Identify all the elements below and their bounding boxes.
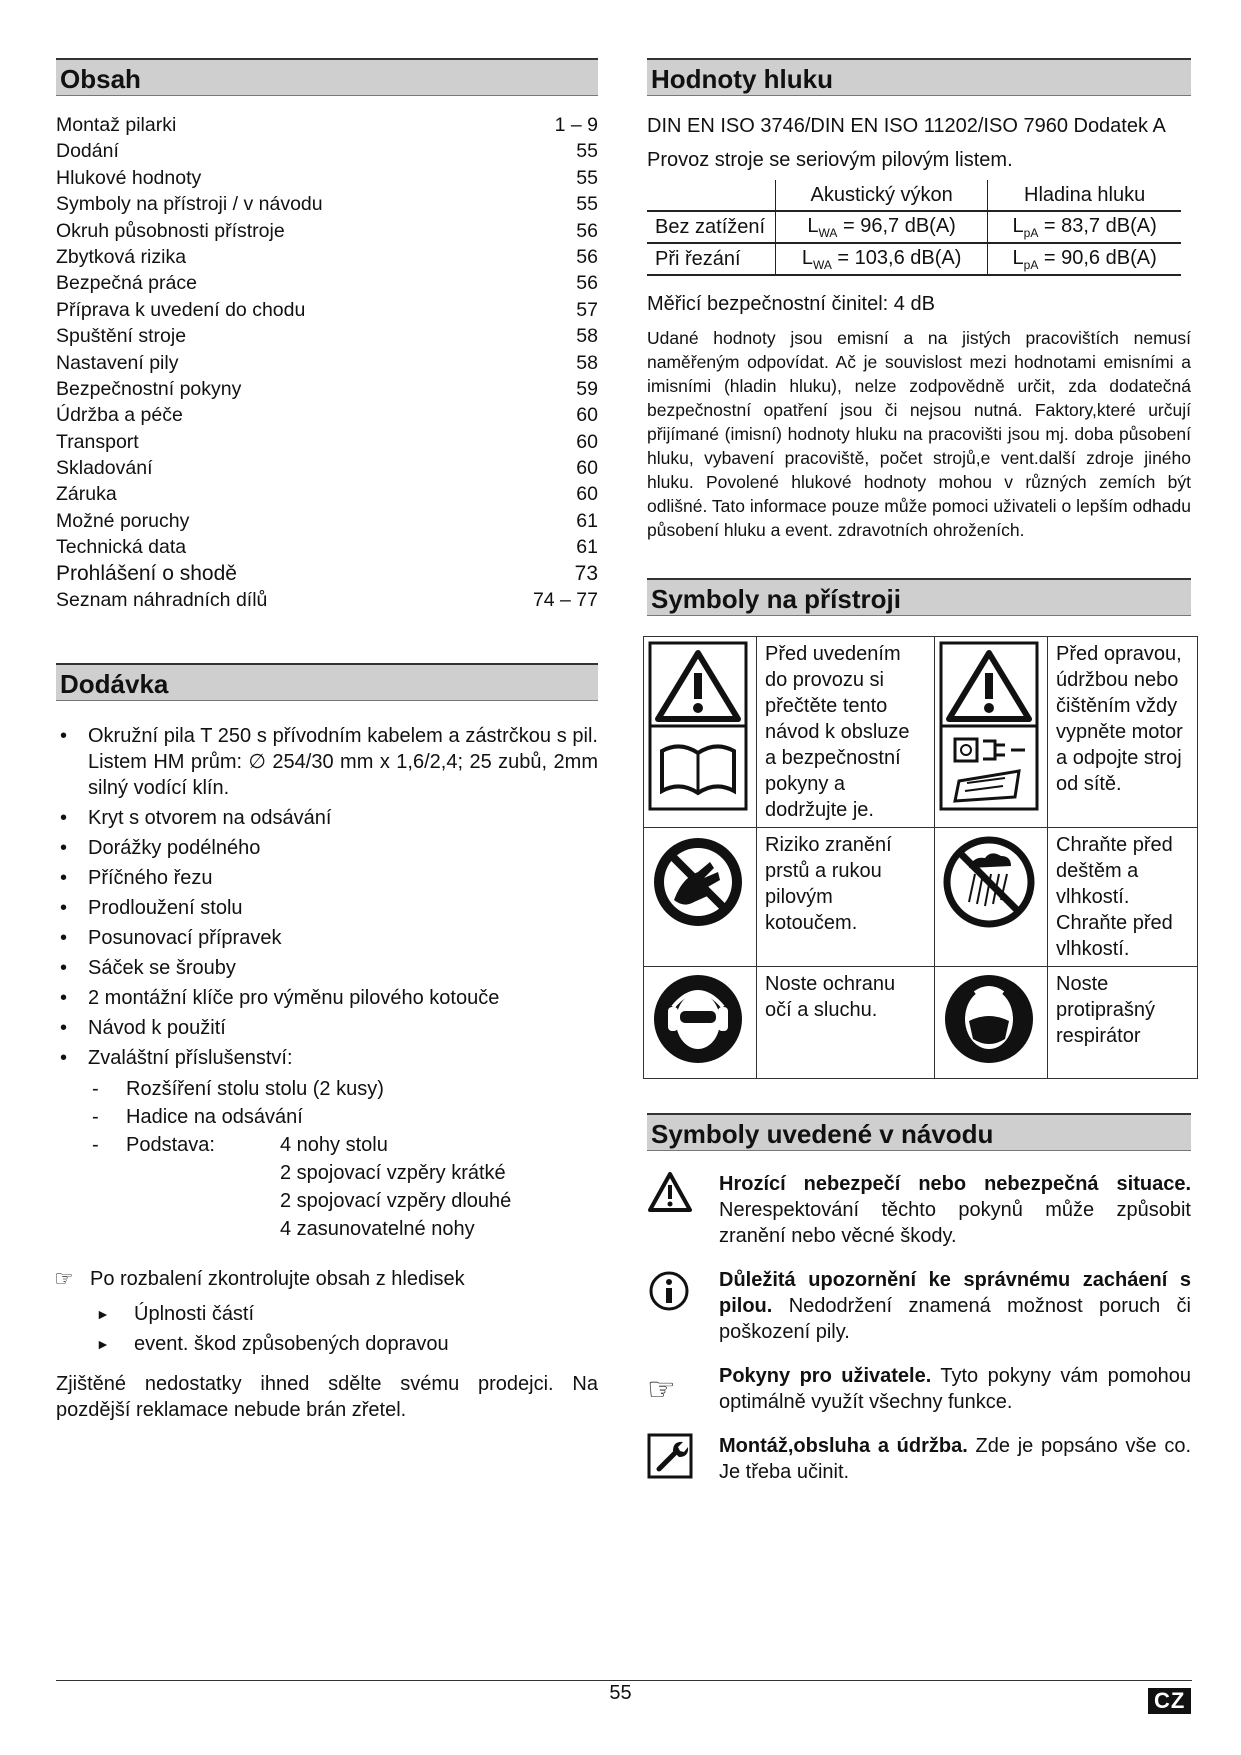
list-item: - Hadice na odsávání	[56, 1103, 598, 1131]
toc-label: Záruka	[56, 483, 117, 506]
table-row	[644, 828, 1198, 967]
unplug-before-service-icon	[939, 641, 1039, 811]
list-item: • Okružní pila T 250 s přívodním kabelem a zástrčkou s pil. Listem HM prům: ∅ 254/30 mm x 1,6/2,4; 25 zubů, 2mm silný vodící klín.	[56, 723, 598, 801]
toc-row	[56, 587, 598, 613]
toc-label: Transport	[56, 430, 139, 453]
toc-page: 74 – 77	[532, 589, 598, 612]
table-row	[647, 243, 1181, 275]
toc-row	[56, 376, 598, 402]
symbol-cell	[935, 967, 1048, 1079]
manual-symbol-text: Pokyny pro uživatele. Tyto pokyny vám pomohou optimálně využít všechny funkce.	[719, 1365, 1192, 1413]
table-cell: $L_{WA} = 96,7$ dB(A)	[776, 211, 988, 243]
toc-row	[56, 323, 598, 349]
noise-table	[647, 180, 1181, 276]
list-item: • Návod k použití	[56, 1015, 598, 1041]
row-label: Při řezání	[647, 243, 776, 275]
toc-page: 57	[576, 298, 598, 321]
info-icon	[647, 1267, 693, 1313]
toc-label: Bezpečnostní pokyny	[56, 377, 242, 400]
toc-page: 58	[576, 351, 598, 374]
safety-factor: Měřicí bezpečnostní činitel: 4 dB	[647, 293, 935, 315]
base-item	[56, 1131, 598, 1243]
list-item: • Sáček se šrouby	[56, 955, 598, 981]
noise-standard: DIN EN ISO 3746/DIN EN ISO 11202/ISO 7960 Dodatek A	[647, 115, 1166, 137]
list-item: • 2 montážní klíče pro výměnu pilového kotouče	[56, 985, 598, 1011]
symbol-cell	[644, 967, 757, 1079]
toc-label: Hlukové hodnoty	[56, 166, 202, 189]
pointing-hand-icon: ☞	[647, 1371, 676, 1407]
toc-page: 59	[576, 377, 598, 400]
toc-page: 1 – 9	[554, 114, 598, 136]
list-item: • Prodloužení stolu	[56, 895, 598, 921]
symbol-text: Noste ochranu očí a sluchu.	[757, 967, 935, 1079]
toc-page: 55	[576, 140, 598, 163]
toc-row	[56, 270, 598, 296]
table-row	[644, 637, 1198, 828]
toc-row	[56, 138, 598, 164]
page-number: 55	[609, 1682, 632, 1704]
base-part: 4 zasunovatelné nohy	[280, 1218, 475, 1241]
noise-operation: Provoz stroje se seriovým pilovým listem.	[647, 149, 1013, 171]
list-item: ► Úplnosti částí	[56, 1299, 598, 1329]
list-item: • Dorážky podélného	[56, 835, 598, 861]
eye-ear-protection-icon	[648, 971, 748, 1067]
list-item: • Příčného řezu	[56, 865, 598, 891]
toc-label: Prohlášení o shodě	[56, 561, 237, 585]
device-symbols-heading: Symboly na přístroji	[647, 578, 1191, 616]
symbol-cell	[935, 637, 1048, 828]
toc-label: Technická data	[56, 536, 187, 559]
toc-label: Údržba a péče	[56, 404, 183, 427]
toc-row	[56, 297, 598, 323]
toc-page: 61	[576, 536, 598, 559]
right-column	[647, 58, 1191, 1486]
toc-row	[56, 481, 598, 507]
symbol-text: Před uvedením do provozu si přečtěte tento návod k obsluze a bezpečnostní pokyny a dodržujte je.	[757, 637, 935, 828]
toc-page: 56	[576, 272, 598, 295]
column-header: Hladina hluku	[988, 180, 1181, 211]
footer-divider	[56, 1680, 1192, 1681]
toc-row	[56, 455, 598, 481]
no-rain-icon	[939, 832, 1039, 932]
toc-label: Možné poruchy	[56, 509, 190, 532]
symbol-cell	[644, 637, 757, 828]
list-item: • Posunovací přípravek	[56, 925, 598, 951]
symbol-text: Před opravou, údržbou nebo čištěním vždy vypněte motor a odpojte stroj od sítě.	[1048, 637, 1198, 828]
hand-injury-prohibition-icon	[648, 832, 748, 932]
table-row	[644, 967, 1198, 1079]
warning-icon	[647, 1171, 693, 1213]
toc-label: Bezpečná práce	[56, 272, 197, 295]
toc-label: Zbytková rizika	[56, 245, 187, 268]
manual-symbol-item	[647, 1363, 1191, 1415]
toc-page: 73	[574, 561, 598, 585]
symbol-text: Riziko zranění prstů a rukou pilovým kotoučem.	[757, 828, 935, 967]
toc-label: Skladování	[56, 457, 153, 480]
toc-page: 56	[576, 245, 598, 268]
accessory-list	[56, 1075, 598, 1243]
delivery-note: Zjištěné nedostatky ihned sdělte svému prodejci. Na pozdější reklamace nebude brán zřetel.	[56, 1373, 598, 1422]
toc-row	[56, 402, 598, 428]
toc-page: 55	[576, 166, 598, 189]
symbol-text: Chraňte před deštěm a vlhkostí. Chraňte před vlhkostí.	[1048, 828, 1198, 967]
dust-mask-icon	[939, 971, 1039, 1067]
toc-page: 56	[576, 219, 598, 242]
toc-row	[56, 218, 598, 244]
table-row	[647, 211, 1181, 243]
toc-row	[56, 350, 598, 376]
language-badge: CZ	[1148, 1688, 1191, 1714]
table-cell: $L_{pA} = 83,7$ dB(A)	[988, 211, 1181, 243]
symbol-cell	[644, 828, 757, 967]
toc-label: Příprava k uvedení do chodu	[56, 298, 306, 321]
toc-label: Symboly na přístroji / v návodu	[56, 193, 323, 216]
base-part: 2 spojovací vzpěry dlouhé	[280, 1190, 512, 1213]
toc-heading: Obsah	[56, 58, 598, 96]
device-symbols-table	[643, 636, 1198, 1079]
noise-info: Udané hodnoty jsou emisní a na jistých pracovištích nemusí naměřeným odpovídat. Ač je souvislost mezi hodnotami emisními a imisními (hladin hluku), nelze zodpovědně určit, zda dodatečná bezpečnostní opatření jsou či nejsou nutná. Faktory,které určují přijímané (imisní) hodnoty hluku na pracovišti jsou mj. doba působení hluku, vybavení pracoviště, počet strojů,e vent.další zdroje jiného hluku. Povolené hlukové hodnoty mohou v různých zemích být odlišné. Tato informace pouze může pomoci uživateli o lepším odhadu působení hluku a event. zdravotních ohroženích.	[647, 328, 1191, 540]
row-label: Bez zatížení	[647, 211, 776, 243]
list-item: • Zvaláštní příslušenství:	[56, 1045, 598, 1071]
table-row	[647, 180, 1181, 211]
manual-symbol-item	[647, 1171, 1191, 1249]
symbol-cell	[935, 828, 1048, 967]
toc-page: 60	[576, 457, 598, 480]
check-intro	[54, 1265, 598, 1293]
toc-label: Montaž pilarki	[56, 114, 177, 136]
toc-row	[56, 561, 598, 587]
toc-row	[56, 191, 598, 217]
manual-symbols-heading: Symboly uvedené v návodu	[647, 1113, 1191, 1151]
toc-row	[56, 429, 598, 455]
left-column	[56, 58, 598, 1423]
manual-symbol-item	[647, 1267, 1191, 1345]
base-part: 2 spojovací vzpěry krátké	[280, 1162, 506, 1185]
toc-page: 60	[576, 483, 598, 506]
toc-row	[56, 112, 598, 138]
toc-label: Spuštění stroje	[56, 325, 187, 348]
base-label: - Podstava:	[126, 1134, 215, 1157]
delivery-heading: Dodávka	[56, 663, 598, 701]
list-item: • Kryt s otvorem na odsávání	[56, 805, 598, 831]
table-cell: $L_{pA} = 90,6$ dB(A)	[988, 243, 1181, 275]
toc-page: 60	[576, 404, 598, 427]
check-intro-text: Po rozbalení zkontrolujte obsah z hledisek	[90, 1268, 465, 1291]
toc-row	[56, 244, 598, 270]
toc-page: 58	[576, 325, 598, 348]
toc-label: Okruh působnosti přístroje	[56, 219, 285, 242]
noise-heading: Hodnoty hluku	[647, 58, 1191, 96]
toc-page: 60	[576, 430, 598, 453]
toc-row	[56, 508, 598, 534]
read-manual-icon	[648, 641, 748, 811]
toc-list	[56, 112, 598, 613]
toc-label: Nastavení pily	[56, 351, 179, 374]
toc-page: 55	[576, 193, 598, 216]
column-header: Akustický výkon	[776, 180, 988, 211]
delivery-list	[56, 723, 598, 1071]
check-list	[56, 1299, 598, 1359]
toc-row	[56, 165, 598, 191]
manual-symbol-text: Důležitá upozornění ke správnému zacháení s pilou. Nedodržení znamená možnost poruch či poškození pily.	[719, 1269, 1191, 1343]
toc-page: 61	[576, 509, 598, 532]
symbol-text: Noste protiprašný respirátor	[1048, 967, 1198, 1079]
manual-symbol-text: Hrozící nebezpečí nebo nebezpečná situace. Nerespektování těchto pokynů může způsobit zranění nebo věcné škody.	[719, 1173, 1191, 1247]
pointing-hand-icon: ☞	[54, 1266, 74, 1292]
manual-symbol-item	[647, 1433, 1191, 1486]
toc-row	[56, 534, 598, 560]
list-item: - Rozšíření stolu stolu (2 kusy)	[56, 1075, 598, 1103]
list-item: ► event. škod způsobených dopravou	[56, 1329, 598, 1359]
toc-label: Seznam náhradních dílů	[56, 589, 268, 612]
toc-label: Dodání	[56, 140, 119, 163]
base-part: 4 nohy stolu	[280, 1134, 388, 1157]
table-cell: $L_{WA} = 103,6$ dB(A)	[776, 243, 988, 275]
manual-symbol-text: Montáž,obsluha a údržba. Zde je popsáno vše co. Je třeba učinit.	[719, 1435, 1191, 1483]
wrench-icon	[647, 1433, 693, 1479]
